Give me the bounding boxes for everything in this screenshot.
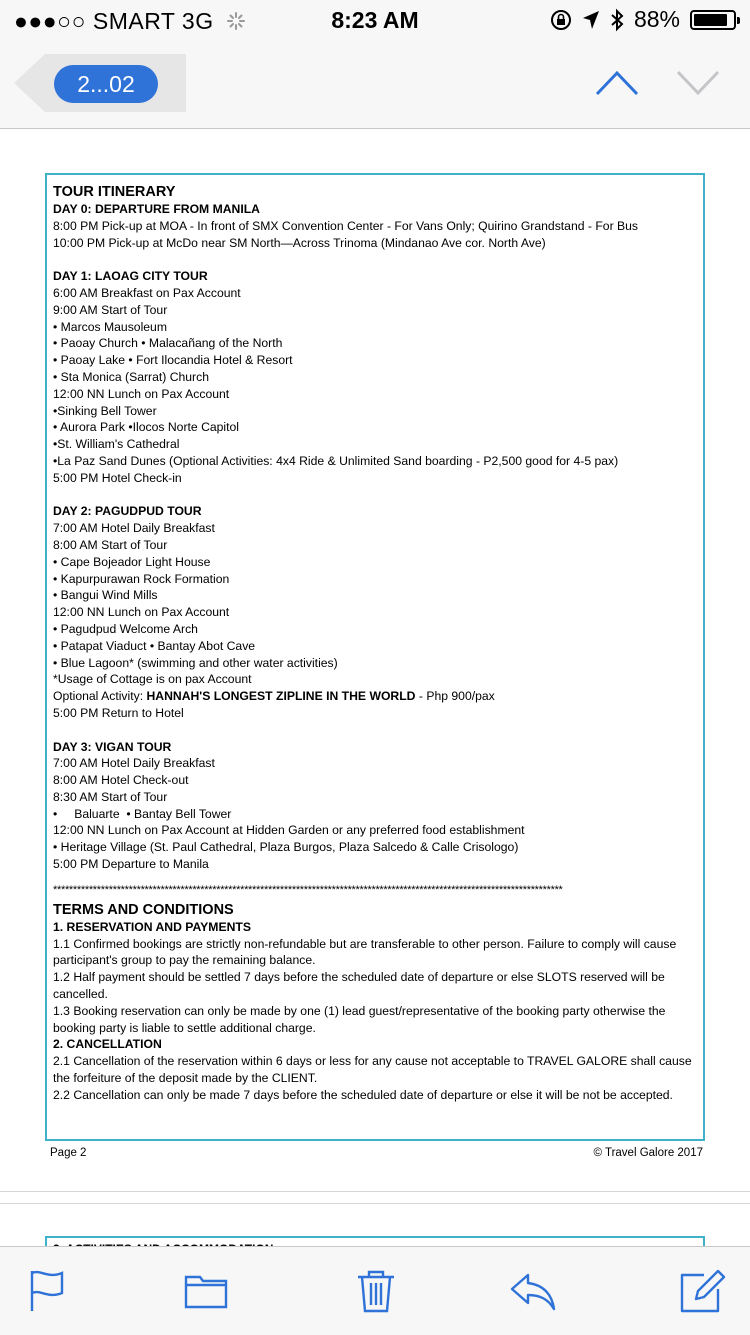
day2-line: *Usage of Cottage is on pax Account (53, 672, 252, 687)
terms-paragraph: 2.1 Cancellation of the reservation within 6 days or less for any cause not acceptable to TRAVEL GALORE shall cause the forfeiture of the deposit made by the CLIENT. (53, 1054, 692, 1086)
day1-line: • Sta Monica (Sarrat) Church (53, 369, 209, 384)
day0-line: 8:00 PM Pick-up at MOA - In front of SMX Convention Center - For Vans Only; Quirino Grandstand - For Bus (53, 218, 639, 233)
separator: ******************************************************************************************************************************** (53, 883, 563, 896)
day1-line: •Sinking Bell Tower (53, 403, 157, 418)
document-page (0, 129, 750, 1192)
day2-heading: DAY 2: PAGUDPUD TOUR (53, 504, 202, 519)
day3-line: • Baluarte • Bantay Bell Tower (53, 806, 232, 821)
day1-line: • Aurora Park •Ilocos Norte Capitol (53, 420, 240, 435)
page-number: Page 2 (50, 1147, 87, 1159)
status-right (550, 6, 736, 33)
chevron-down-icon[interactable] (675, 68, 721, 98)
terms-section-heading: 2. CANCELLATION (53, 1037, 162, 1052)
terms-title: TERMS AND CONDITIONS (53, 901, 234, 918)
terms-paragraph: 2.2 Cancellation can only be made 7 days before the scheduled date of departure or else it will be not be accepted. (53, 1087, 673, 1102)
battery-icon (690, 10, 736, 30)
day1-heading: DAY 1: LAOAG CITY TOUR (53, 269, 208, 284)
battery-percent: 88% (633, 6, 680, 32)
reply-icon[interactable] (508, 1267, 556, 1315)
zipline-highlight: HANNAH'S LONGEST ZIPLINE IN THE WORLD (146, 689, 416, 704)
day3-line: 5:00 PM Departure to Manila (53, 857, 209, 872)
day1-line: 9:00 AM Start of Tour (53, 302, 168, 317)
day3-line: 8:00 AM Hotel Check-out (53, 773, 189, 788)
day1-line: • Paoay Lake • Fort Ilocandia Hotel & Resort (53, 353, 293, 368)
battery-fill (694, 14, 727, 26)
attachment-name-badge[interactable]: 2...02 (54, 65, 158, 103)
chevron-up-icon[interactable] (594, 68, 640, 98)
day1-line: • Marcos Mausoleum (53, 319, 167, 334)
bottom-toolbar (0, 1246, 750, 1335)
page-frame (45, 173, 705, 1141)
day0-heading: DAY 0: DEPARTURE FROM MANILA (53, 202, 260, 216)
day1-line: 6:00 AM Breakfast on Pax Account (53, 285, 241, 300)
itinerary-title: TOUR ITINERARY (53, 184, 176, 200)
folder-icon[interactable] (182, 1267, 230, 1315)
day3-heading: DAY 3: VIGAN TOUR (53, 739, 172, 754)
bluetooth-icon (610, 9, 624, 31)
day1-line: 5:00 PM Hotel Check-in (53, 470, 182, 485)
terms-paragraph: 1.1 Confirmed bookings are strictly non-refundable but are transferable to other person. Failure to comply will cause participant's group to pay the remaining balance. (53, 936, 677, 968)
trash-icon[interactable] (352, 1267, 400, 1315)
day1-line: •La Paz Sand Dunes (Optional Activities: 4x4 Ride & Unlimited Sand boarding - P2,500 good for 4-5 pax) (53, 453, 619, 468)
document-viewer[interactable] (0, 129, 750, 1246)
optional-activity-line: Optional Activity: HANNAH'S LONGEST ZIPLINE IN THE WORLD - Php 900/pax (53, 689, 495, 704)
copyright: © Travel Galore 2017 (593, 1147, 703, 1159)
day2-line: 5:00 PM Return to Hotel (53, 705, 184, 720)
day2-line: • Cape Bojeador Light House (53, 554, 211, 569)
status-bar (0, 0, 750, 40)
location-arrow-icon (582, 10, 600, 30)
nav-bar (0, 40, 750, 129)
terms-paragraph: 1.3 Booking reservation can only be made by one (1) lead guest/representative of the booking party otherwise the booking party is liable to settle additional charge. (53, 1003, 666, 1035)
day2-line: 7:00 AM Hotel Daily Breakfast (53, 521, 215, 536)
day2-line: • Patapat Viaduct • Bantay Abot Cave (53, 638, 256, 653)
day2-line: 12:00 NN Lunch on Pax Account (53, 605, 230, 620)
day2-line: • Pagudpud Welcome Arch (53, 621, 198, 636)
rotation-lock-icon (550, 9, 572, 31)
day3-line: 8:30 AM Start of Tour (53, 789, 168, 804)
compose-icon[interactable] (678, 1267, 726, 1315)
status-time: 8:23 AM (331, 7, 419, 33)
carrier-signal: ●●●○○ SMART 3G (14, 8, 246, 35)
day1-line: • Paoay Church • Malacañang of the North (53, 336, 283, 351)
page-content (53, 183, 699, 1104)
day3-line: • Heritage Village (St. Paul Cathedral, Plaza Burgos, Plaza Salcedo & Calle Crisologo) (53, 840, 519, 855)
terms-paragraph: 1.2 Half payment should be settled 7 days before the scheduled date of departure or else SLOTS reserved will be cancelled. (53, 970, 665, 1002)
day2-line: • Blue Lagoon* (swimming and other water activities) (53, 655, 338, 670)
terms-section-heading: 1. RESERVATION AND PAYMENTS (53, 919, 251, 934)
flag-icon[interactable] (24, 1267, 72, 1315)
day2-line: • Kapurpurawan Rock Formation (53, 571, 230, 586)
day2-line: 8:00 AM Start of Tour (53, 537, 168, 552)
day1-line: •St. William's Cathedral (53, 437, 180, 452)
day3-line: 7:00 AM Hotel Daily Breakfast (53, 756, 215, 771)
day1-line: 12:00 NN Lunch on Pax Account (53, 386, 230, 401)
day2-line: • Bangui Wind Mills (53, 588, 158, 603)
day0-line: 10:00 PM Pick-up at McDo near SM North—Across Trinoma (Mindanao Ave cor. North Ave) (53, 235, 546, 250)
day3-line: 12:00 NN Lunch on Pax Account at Hidden Garden or any preferred food establishment (53, 823, 525, 838)
